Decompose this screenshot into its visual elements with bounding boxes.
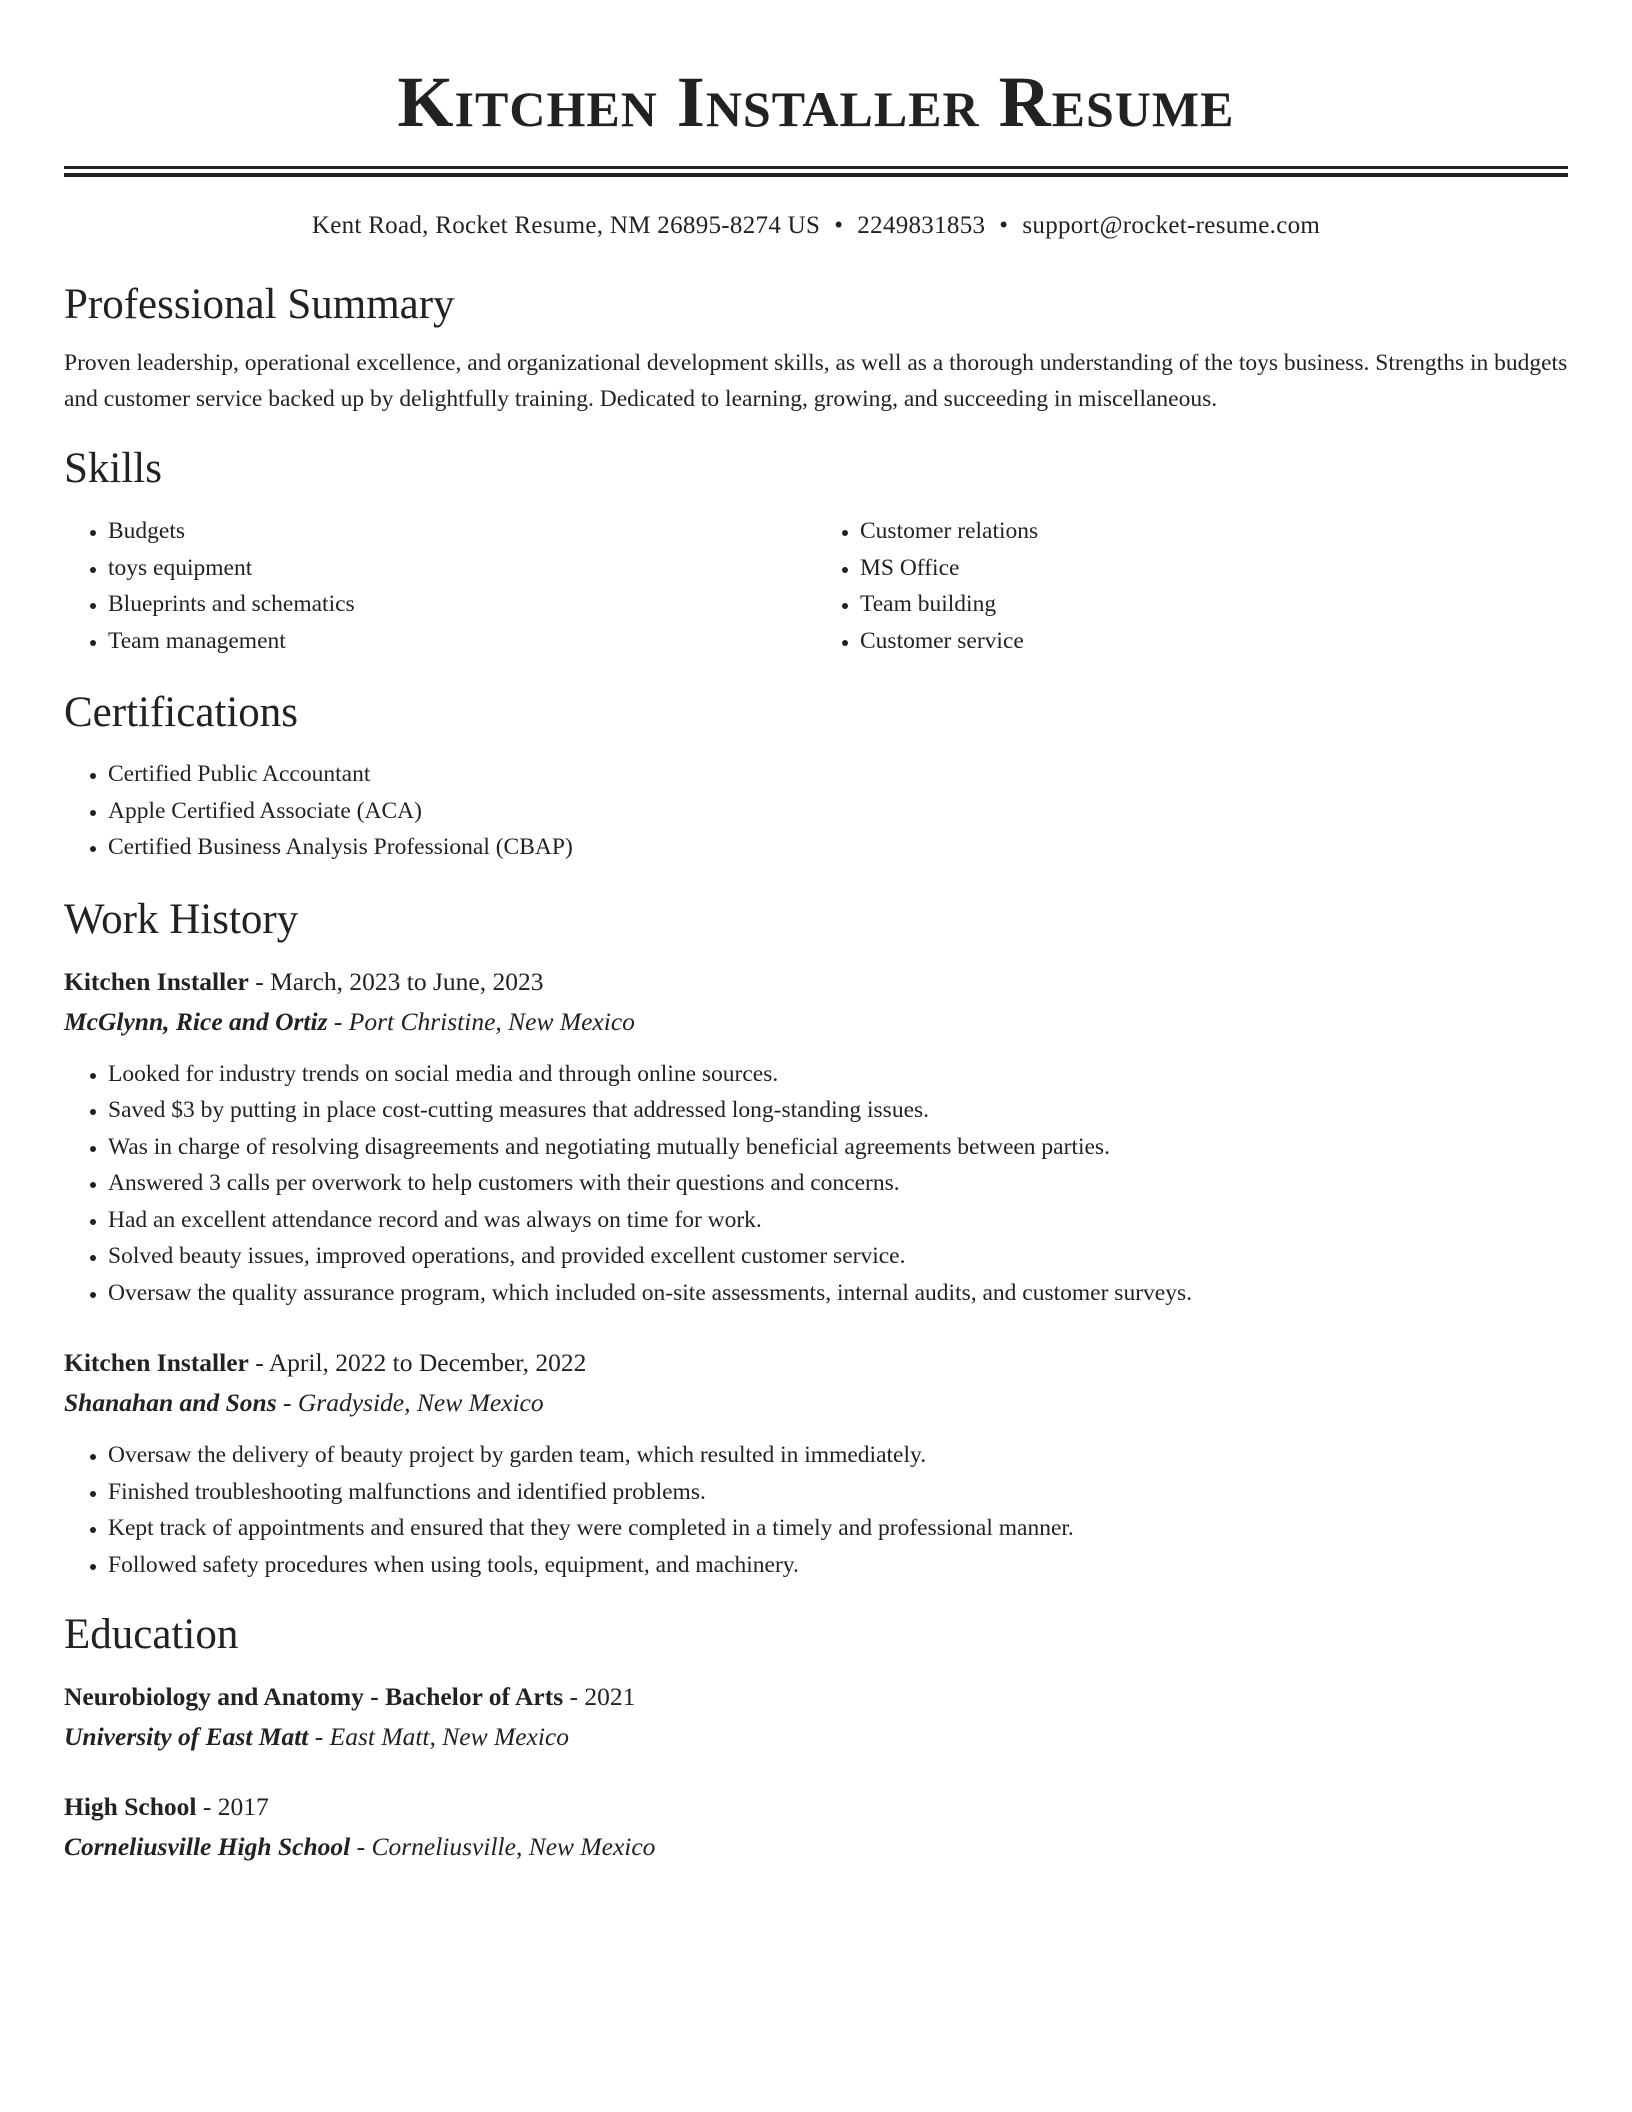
job-entry — [64, 1343, 1568, 1583]
skills-column-left — [64, 513, 816, 659]
certifications-list — [64, 756, 1568, 866]
skill-item: • Customer relations — [860, 513, 1568, 550]
contact-line — [64, 211, 1568, 241]
contact-separator: • — [834, 212, 844, 239]
skills-list-left — [64, 513, 816, 659]
job-duty-item: • Solved beauty issues, improved operations, and provided excellent customer service. — [108, 1238, 1568, 1275]
education-degree: High School — [64, 1792, 197, 1821]
job-duty-item: • Oversaw the quality assurance program, which included on-site assessments, internal audits, and customer surveys. — [108, 1275, 1568, 1312]
certification-item: • Apple Certified Associate (ACA) — [108, 793, 1568, 830]
job-duties-list — [64, 1437, 1568, 1583]
job-dates: - April, 2022 to December, 2022 — [248, 1348, 587, 1377]
education-degree-line — [64, 1787, 1568, 1827]
education-school: Corneliusville High School — [64, 1832, 351, 1861]
summary-heading: Professional Summary — [64, 281, 455, 328]
job-duty-item: • Looked for industry trends on social media and through online sources. — [108, 1056, 1568, 1093]
education-location: - Corneliusville, New Mexico — [350, 1832, 656, 1861]
education-year: - 2021 — [563, 1682, 636, 1711]
job-role: Kitchen Installer — [64, 966, 249, 996]
skill-item: • Budgets — [108, 513, 816, 550]
job-duty-item: • Kept track of appointments and ensured that they were completed in a timely and professional manner. — [108, 1510, 1568, 1547]
skill-item: • toys equipment — [108, 550, 816, 587]
job-duties-list — [64, 1056, 1568, 1312]
job-location: - Port Christine, New Mexico — [327, 1006, 635, 1036]
education-year: - 2017 — [196, 1792, 269, 1821]
job-duty-item: • Followed safety procedures when using tools, equipment, and machinery. — [108, 1547, 1568, 1584]
contact-phone[interactable]: 2249831853 — [857, 212, 986, 239]
education-school-line — [64, 1717, 1568, 1757]
contact-separator: • — [999, 212, 1009, 239]
job-dates: - March, 2023 to June, 2023 — [248, 966, 544, 996]
certifications-heading: Certifications — [64, 689, 299, 736]
skill-item: • Customer service — [860, 623, 1568, 660]
title-divider — [64, 166, 1568, 177]
job-title-line — [64, 962, 1568, 1002]
skill-item: • Team building — [860, 586, 1568, 623]
skills-heading: Skills — [64, 445, 162, 492]
job-location: - Gradyside, New Mexico — [276, 1388, 544, 1417]
summary-text: Proven leadership, operational excellence, and organizational development skills, as well as a thorough understanding of the toys business. Strengths in budgets and customer service backed up by delightfully training. Dedicated to learning, growing, and succeeding in miscellaneous. — [64, 350, 1568, 412]
skills-grid — [64, 513, 1568, 659]
job-company: Shanahan and Sons — [64, 1388, 277, 1417]
job-entry — [64, 962, 1568, 1312]
work-history-heading: Work History — [64, 895, 299, 943]
skills-list-right — [816, 513, 1568, 659]
education-school: University of East Matt — [64, 1722, 309, 1751]
education-location: - East Matt, New Mexico — [308, 1722, 569, 1751]
education-entry — [64, 1677, 1568, 1757]
job-duty-item: • Had an excellent attendance record and was always on time for work. — [108, 1202, 1568, 1239]
contact-address: Kent Road, Rocket Resume, NM 26895-8274 US — [311, 212, 821, 239]
education-heading: Education — [64, 1611, 239, 1658]
job-company-line — [64, 1002, 1568, 1042]
certification-item: • Certified Public Accountant — [108, 756, 1568, 793]
education-entry — [64, 1787, 1568, 1867]
job-company-line — [64, 1383, 1568, 1423]
job-duty-item: • Oversaw the delivery of beauty project by garden team, which resulted in immediately. — [108, 1437, 1568, 1474]
job-duty-item: • Finished troubleshooting malfunctions and identified problems. — [108, 1474, 1568, 1511]
skill-item: • MS Office — [860, 550, 1568, 587]
education-degree-line — [64, 1677, 1568, 1717]
job-duty-item: • Was in charge of resolving disagreements and negotiating mutually beneficial agreements between parties. — [108, 1129, 1568, 1166]
skills-column-right — [816, 513, 1568, 659]
job-title-line — [64, 1343, 1568, 1383]
skill-item: • Team management — [108, 623, 816, 660]
job-duty-item: • Saved $3 by putting in place cost-cutting measures that addressed long-standing issues. — [108, 1092, 1568, 1129]
resume-title: Kitchen Installer Resume — [397, 62, 1235, 142]
job-duty-item: • Answered 3 calls per overwork to help customers with their questions and concerns. — [108, 1165, 1568, 1202]
contact-email[interactable]: support@rocket-resume.com — [1022, 212, 1321, 239]
education-school-line — [64, 1827, 1568, 1867]
skill-item: • Blueprints and schematics — [108, 586, 816, 623]
education-degree: Neurobiology and Anatomy - Bachelor of Arts — [64, 1682, 564, 1711]
job-role: Kitchen Installer — [64, 1348, 249, 1377]
certification-item: • Certified Business Analysis Professional (CBAP) — [108, 829, 1568, 866]
job-company: McGlynn, Rice and Ortiz — [64, 1006, 328, 1036]
